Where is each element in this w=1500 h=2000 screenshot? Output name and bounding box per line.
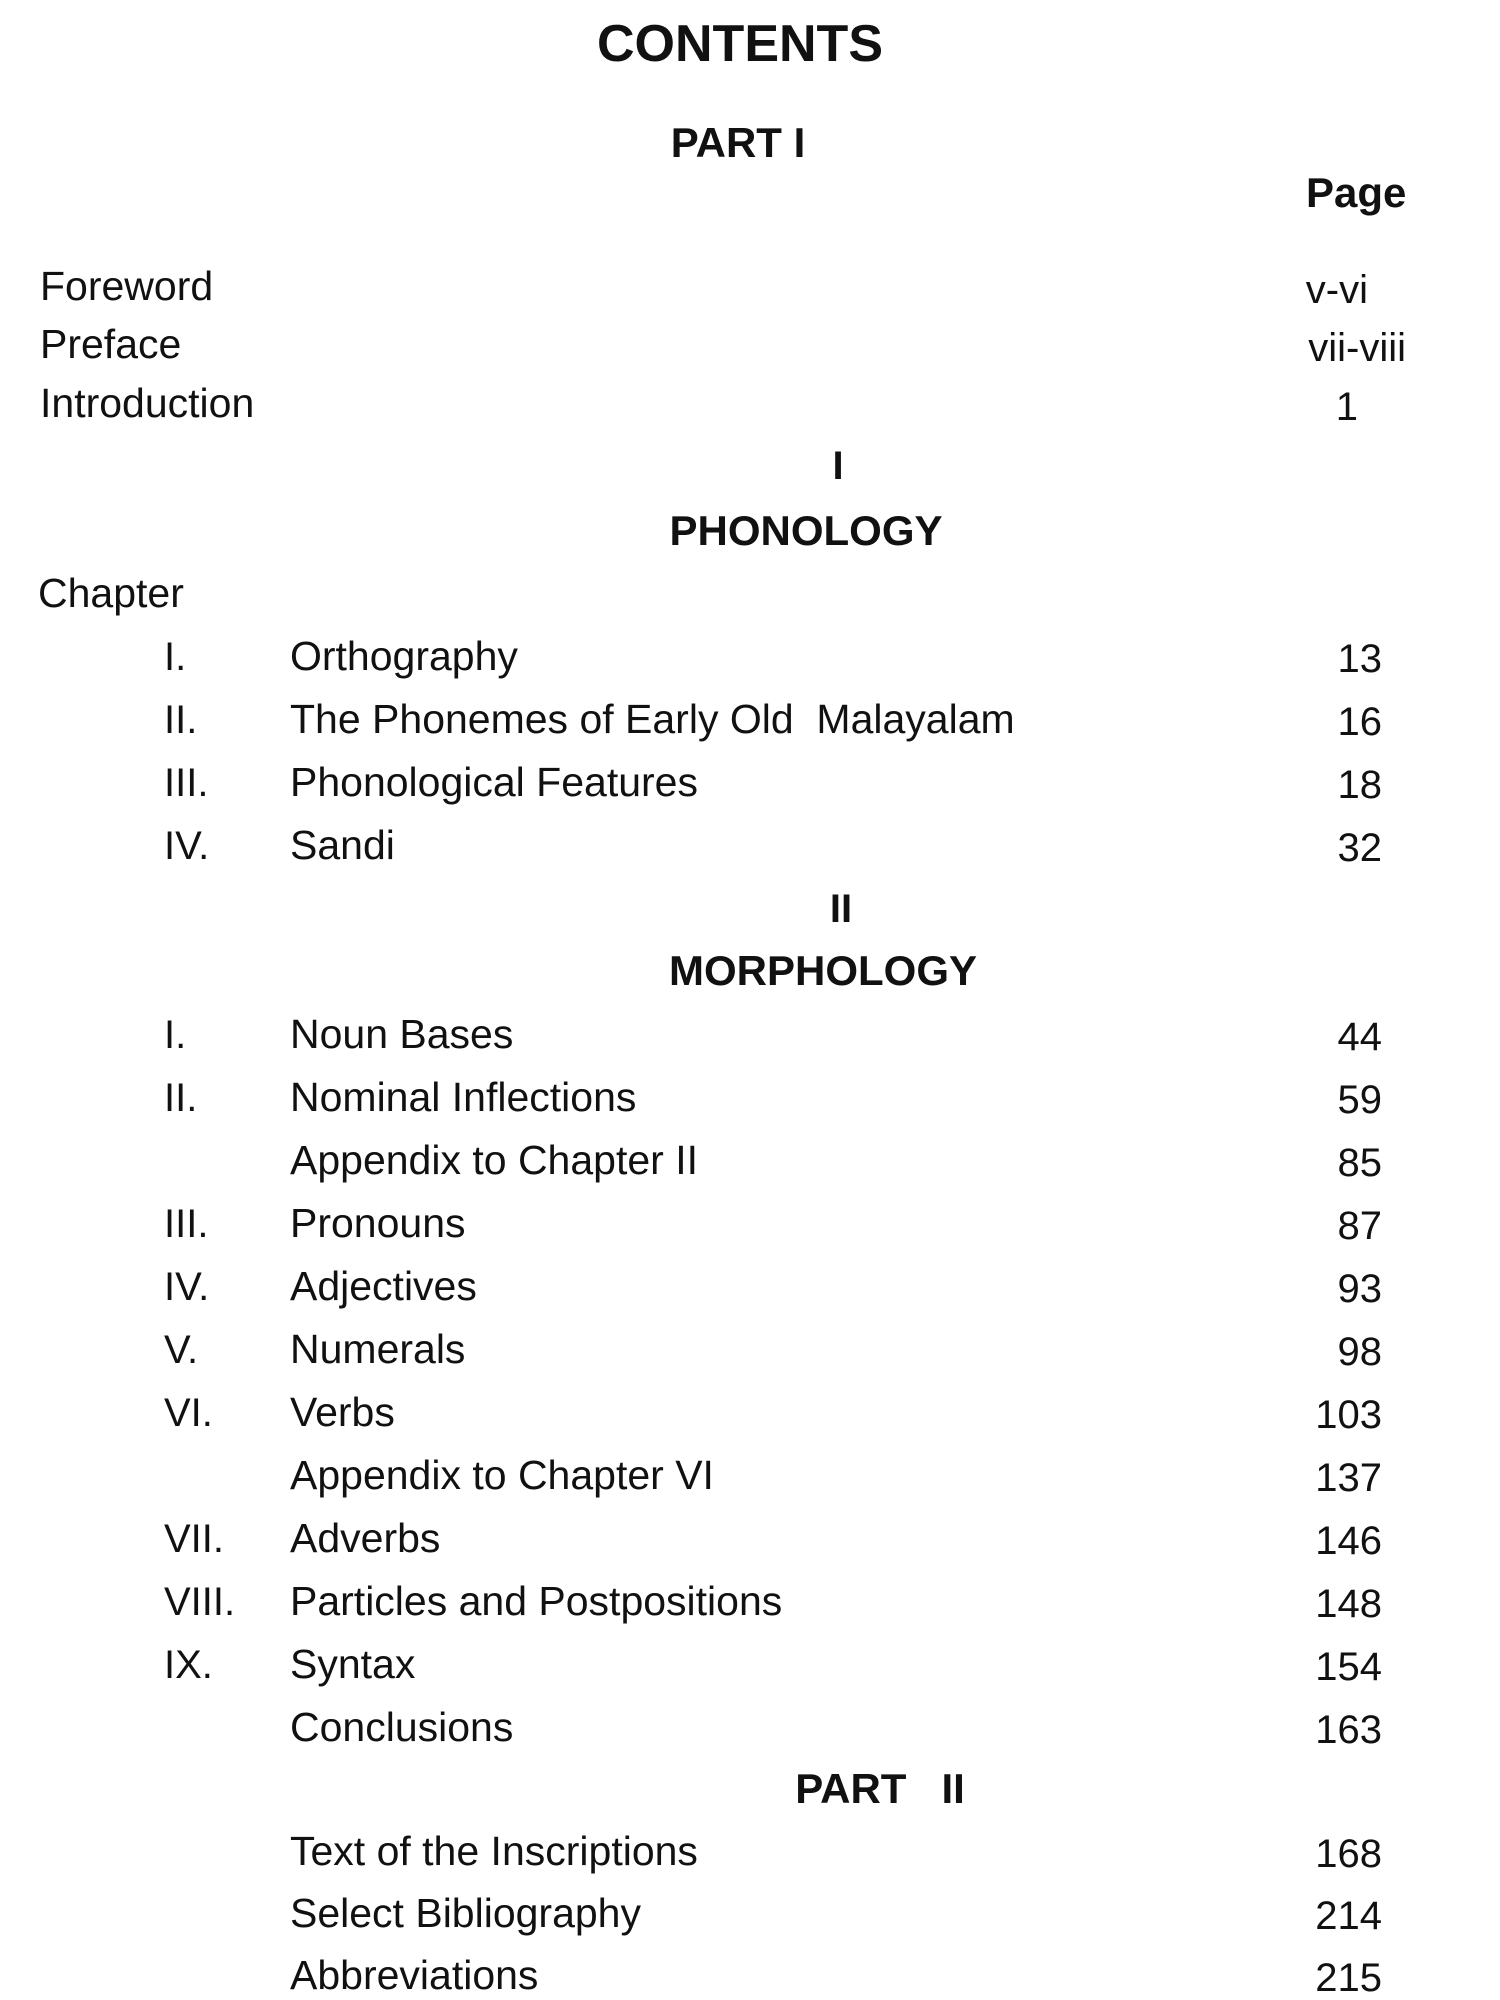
section-two-title: MORPHOLOGY [668,947,978,994]
toc-entry-select-bibliography[interactable]: Select Bibliography [290,1890,641,1936]
toc-entry-foreword[interactable]: Foreword [40,263,214,309]
toc-page-foreword: v-vi [1305,268,1368,312]
toc-entry-text-of-inscriptions[interactable]: Text of the Inscriptions [290,1828,698,1874]
toc-page-conclusions: 163 [1315,1708,1382,1752]
part-two-heading: PART II [795,1765,965,1812]
part-one-heading: PART I [670,119,806,166]
toc-entry-nominal-inflections[interactable]: Nominal Inflections [290,1074,637,1120]
toc-page-orthography: 13 [1337,637,1382,681]
chapter-number: I. [164,1013,187,1057]
toc-page-phonological-features: 18 [1337,763,1382,807]
toc-entry-syntax[interactable]: Syntax [290,1641,416,1687]
toc-entry-numerals[interactable]: Numerals [290,1326,466,1372]
chapter-number: VII. [164,1517,225,1561]
toc-entry-adverbs[interactable]: Adverbs [290,1515,441,1561]
toc-page-adverbs: 146 [1315,1519,1382,1563]
page-column-label: Page [1306,169,1407,216]
chapter-number: IV. [164,824,210,868]
chapter-number: III. [164,761,209,805]
toc-entry-noun-bases[interactable]: Noun Bases [290,1011,514,1057]
toc-page-abbreviations: 215 [1315,1956,1382,2000]
toc-page-appendix-chapter-six: 137 [1315,1456,1382,1500]
chapter-column-label: Chapter [38,570,184,616]
toc-entry-verbs[interactable]: Verbs [290,1389,395,1435]
toc-page-particles-postpositions: 148 [1315,1582,1382,1626]
section-one-number: I [832,444,844,488]
toc-entry-sandi[interactable]: Sandi [290,822,395,868]
section-two-number: II [829,887,853,931]
toc-page-introduction: 1 [1335,385,1358,429]
toc-page-appendix-chapter-two: 85 [1337,1141,1382,1185]
toc-page-noun-bases: 44 [1337,1015,1382,1059]
toc-page-adjectives: 93 [1337,1267,1382,1311]
chapter-number: II. [164,698,198,742]
toc-entry-phonemes[interactable]: The Phonemes of Early Old Malayalam [290,696,1015,742]
section-one-title: PHONOLOGY [669,507,943,554]
toc-entry-conclusions[interactable]: Conclusions [290,1704,514,1750]
chapter-number: I. [164,635,187,679]
toc-entry-preface[interactable]: Preface [40,321,182,367]
toc-page-nominal-inflections: 59 [1337,1078,1382,1122]
chapter-number: VI. [164,1391,213,1435]
toc-page-preface: vii-viii [1308,326,1406,370]
chapter-number: V. [164,1328,199,1372]
toc-entry-appendix-chapter-two[interactable]: Appendix to Chapter II [290,1137,698,1183]
toc-entry-pronouns[interactable]: Pronouns [290,1200,466,1246]
toc-entry-adjectives[interactable]: Adjectives [290,1263,477,1309]
chapter-number: II. [164,1076,198,1120]
toc-page-phonemes: 16 [1337,700,1382,744]
toc-entry-introduction[interactable]: Introduction [40,380,255,426]
chapter-number: IX. [164,1643,213,1687]
toc-entry-abbreviations[interactable]: Abbreviations [290,1952,539,1998]
toc-entry-phonological-features[interactable]: Phonological Features [290,759,698,805]
toc-page-syntax: 154 [1315,1645,1382,1689]
toc-page-select-bibliography: 214 [1315,1894,1382,1938]
toc-page-verbs: 103 [1315,1393,1382,1437]
toc-page-text-of-inscriptions: 168 [1315,1832,1382,1876]
toc-entry-appendix-chapter-six[interactable]: Appendix to Chapter VI [290,1452,714,1498]
contents-heading: CONTENTS [597,15,883,73]
chapter-number: VIII. [164,1580,236,1624]
toc-entry-particles-postpositions[interactable]: Particles and Postpositions [290,1578,783,1624]
toc-page-sandi: 32 [1337,826,1382,870]
toc-entry-orthography[interactable]: Orthography [290,633,518,679]
chapter-number: III. [164,1202,209,1246]
chapter-number: IV. [164,1265,210,1309]
toc-page-pronouns: 87 [1337,1204,1382,1248]
toc-page-numerals: 98 [1337,1330,1382,1374]
